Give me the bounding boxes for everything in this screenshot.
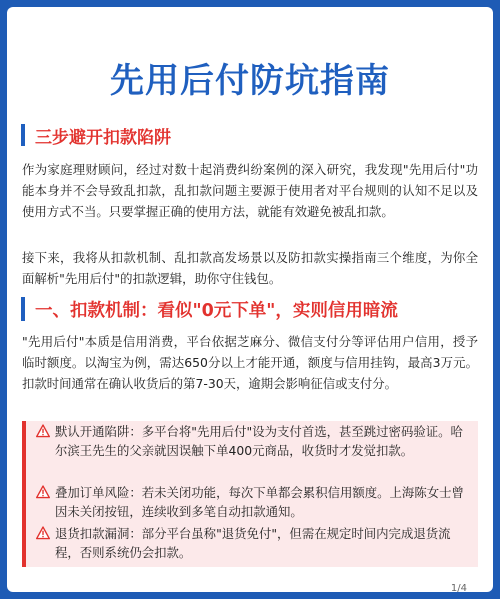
- overview-paragraph: 接下来，我将从扣款机制、乱扣款高发场景以及防扣款实操指南三个维度，为你全面解析"先用后付"的扣款逻辑，助你守住钱包。: [22, 250, 478, 286]
- page-title: 先用后付防坑指南: [110, 61, 390, 101]
- intro-paragraph: 作为家庭理财顾问，经过对数十起消费纠纷案例的深入研究，我发现"先用后付"功能本身并不会导致乱扣款，乱扣款问题主要源于使用者对平台规则的认知不足以及使用方式不当。只要掌握正确的使用方法，就能有效避免被乱扣款。: [22, 162, 478, 219]
- warning-icon: [36, 526, 50, 540]
- section-heading-1: [21, 123, 171, 147]
- heading-accent-bar: [21, 297, 25, 321]
- warning-text: 默认开通陷阱：多平台将"先用后付"设为支付首选，甚至跳过密码验证。哈尔滨王先生的父亲就因误触下单400元商品，收货时才发觉扣款。: [55, 424, 463, 458]
- section-heading-2: [21, 295, 398, 323]
- warning-item: [36, 422, 466, 460]
- heading-accent-bar: [21, 124, 25, 146]
- warning-item: [36, 483, 466, 521]
- mechanism-paragraph: "先用后付"本质是信用消费，平台依据芝麻分、微信支付分等评估用户信用，授予临时额度。以淘宝为例，需达650分以上才能开通，额度与信用挂钩，最高3万元。扣款时间通常在确认收货后的第7-30天，逾期会影响征信或支付分。: [22, 334, 478, 391]
- warning-text: 叠加订单风险：若未关闭功能，每次下单都会累积信用额度。上海陈女士曾因未关闭按钮，连续收到多笔自动扣款通知。: [55, 485, 464, 519]
- section-heading-2-text: 一、扣款机制：看似"0元下单"，实则信用暗流: [35, 300, 398, 321]
- content-card: [7, 7, 493, 592]
- warning-box: [22, 421, 478, 567]
- warning-icon: [36, 424, 50, 438]
- page-number: 1/4: [450, 583, 467, 592]
- warning-text: 退货扣款漏洞：部分平台虽称"退货免付"，但需在规定时间内完成退货流程，否则系统仍会扣款。: [55, 526, 451, 560]
- section-heading-1-text: 三步避开扣款陷阱: [35, 127, 171, 148]
- warning-item: [36, 524, 466, 562]
- warning-icon: [36, 485, 50, 499]
